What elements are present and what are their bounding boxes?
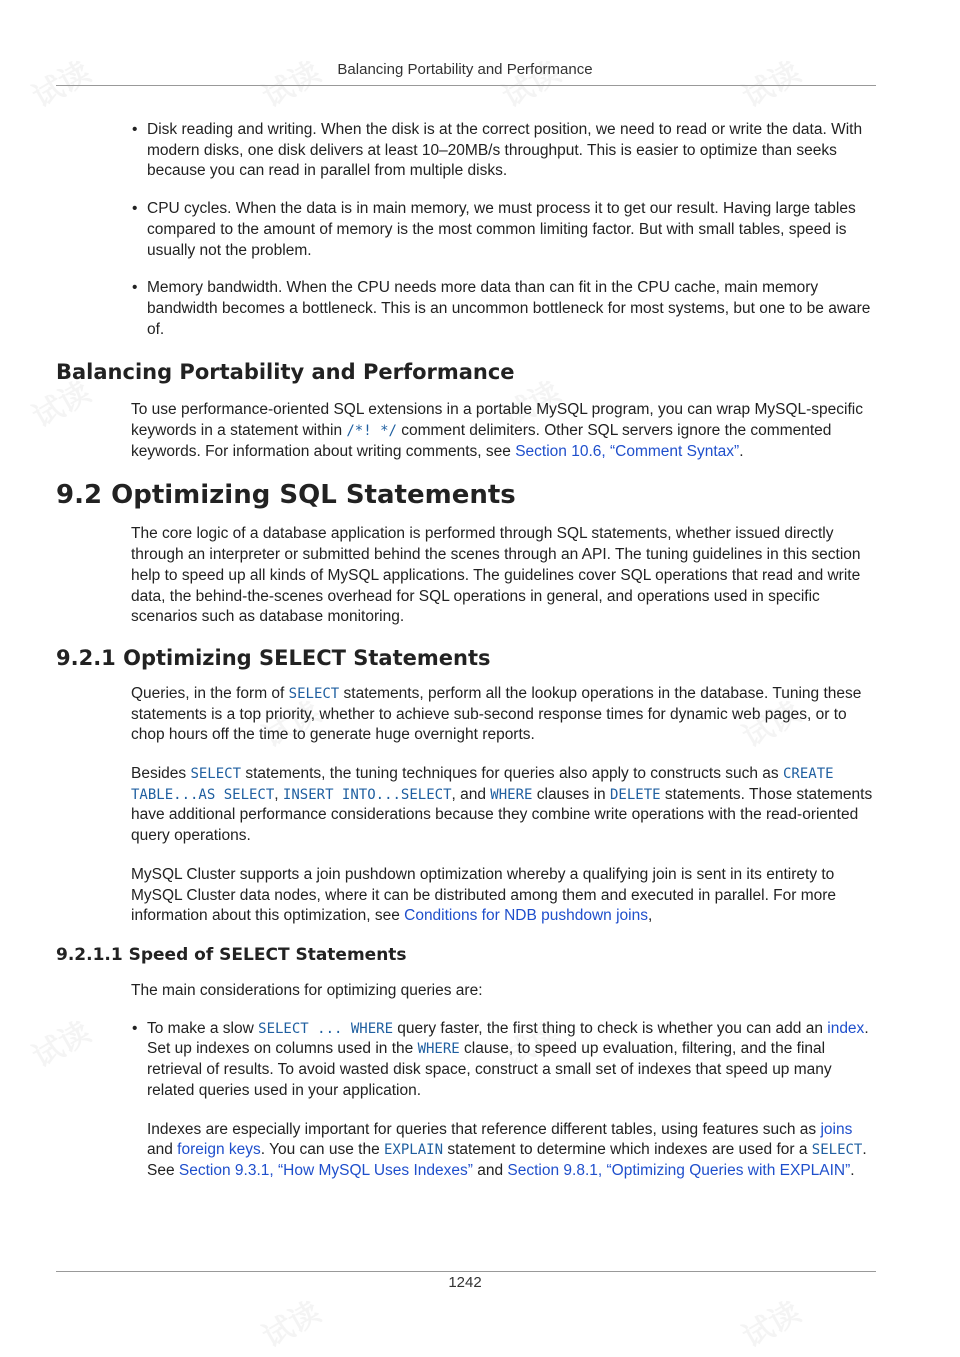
watermark: 试读 (737, 695, 806, 755)
header-divider (56, 85, 876, 86)
section-link[interactable]: Section 9.3.1, “How MySQL Uses Indexes” (178, 1161, 473, 1179)
inline-code: SELECT (190, 766, 242, 783)
paragraph: MySQL Cluster supports a join pushdown optimization whereby a qualifying join is sent in its entirety to MySQL Cluster data nodes, where it can be distributed among them and executed in parallel. For more information about this optimization, see Conditions for NDB pushdown joins, (131, 865, 837, 925)
chapter-heading: 9.2 Optimizing SQL Statements (56, 480, 516, 511)
inline-code: SELECT (288, 685, 340, 702)
section-heading: 9.2.1 Optimizing SELECT Statements (56, 645, 491, 670)
paragraph: Queries, in the form of SELECT statements, perform all the lookup operations in the database. Tuning these statements is a top priority, whether to achieve sub-second response times for dynamic web pages, or to chop hours off the time to generate huge overnight reports. (131, 684, 862, 744)
page-content (56, 120, 876, 1182)
list-item: • Disk reading and writing. When the disk is at the correct position, we need to read or write the data. With modern disks, one disk delivers at least 10–20MB/s throughput. This is easier to optimize than seeks because you can read in parallel from multiple disks. (147, 120, 876, 182)
watermark: 试读 (737, 55, 806, 115)
inline-code: WHERE (417, 1041, 460, 1058)
section-link[interactable]: Section 10.6, “Comment Syntax” (515, 442, 740, 460)
paragraph: The main considerations for optimizing queries are: (131, 981, 483, 999)
inline-code: SELECT ... WHERE (258, 1020, 393, 1037)
watermark: 试读 (257, 1295, 326, 1355)
watermark: 试读 (257, 695, 326, 755)
inline-code: CREATE TABLE...AS SELECT (131, 766, 834, 803)
watermark: 试读 (737, 1295, 806, 1355)
inline-code: DELETE (609, 786, 661, 803)
watermark: 试读 (257, 55, 326, 115)
watermark: 试读 (497, 55, 566, 115)
paragraph: The core logic of a database application is performed through SQL statements, whether issued directly through an interpreter or submitted behind the scenes through an API. The tuning guidelines in this section help to speed up all kinds of MySQL applications. The guidelines cover SQL operations that read and write data, the behind-the-scenes overhead for SQL operations in general, and operations used in specific scenarios such as database monitoring. (131, 525, 861, 626)
list-item: • CPU cycles. When the data is in main memory, we must process it to get our result. Having large tables compared to the amount of memory is the most common limiting factor. But with small tables, speed is usually not the problem. (147, 199, 876, 261)
watermark: 试读 (497, 375, 566, 435)
running-header: Balancing Portability and Performance (337, 61, 593, 78)
inline-code: INSERT INTO...SELECT (282, 786, 452, 803)
glossary-link[interactable]: foreign keys (177, 1141, 261, 1159)
page-number: 1242 (448, 1274, 482, 1291)
watermark: 试读 (27, 55, 96, 115)
inline-code: WHERE (490, 786, 533, 803)
footer-divider (56, 1271, 876, 1272)
watermark: 试读 (497, 1015, 566, 1075)
inline-code: SELECT (811, 1142, 863, 1159)
paragraph: Besides SELECT statements, the tuning techniques for queries also apply to constructs such as CREATE TABLE...AS SELECT, INSERT INTO...SELECT, and WHERE clauses in DELETE statements. Those statements have additional performance considerations because they combine write operations with the read-oriented query operations. (131, 765, 873, 845)
paragraph: To use performance-oriented SQL extensions in a portable MySQL program, you can wrap MySQL-specific keywords in a statement within /*! */ comment delimiters. Other SQL servers ignore the commented keywords. For information about writing comments, see Section 10.6, “Comment Syntax”. (131, 401, 863, 460)
section-link[interactable]: Section 9.8.1, “Optimizing Queries with EXPLAIN” (507, 1161, 851, 1179)
list-item: • Memory bandwidth. When the CPU needs more data than can fit in the CPU cache, main memory bandwidth becomes a bottleneck. This is an uncommon bottleneck for most systems, but one to be aware of. (147, 278, 876, 340)
list-item: • To make a slow SELECT ... WHERE query faster, the first thing to check is whether you can add an index. Set up indexes on columns used in the WHERE clause, to speed up evaluation, filtering, and the final retrieval of results. To avoid wasted disk space, construct a small set of indexes that speed up many related queries used in your application. (147, 1019, 876, 1102)
glossary-link[interactable]: index (827, 1019, 865, 1037)
inline-code: /*! */ (346, 423, 397, 440)
subsection-heading: 9.2.1.1 Speed of SELECT Statements (56, 944, 407, 965)
section-link[interactable]: Conditions for NDB pushdown joins (404, 907, 648, 925)
paragraph: Indexes are especially important for queries that reference different tables, using features such as joins and foreign keys. You can use the EXPLAIN statement to determine which indexes are used for a SELECT. See Section 9.3.1, “How MySQL Uses Indexes” and Section 9.8.1, “Optimizing Queries with EXPLAIN”. (147, 1120, 867, 1179)
watermark: 试读 (27, 1015, 96, 1075)
glossary-link[interactable]: joins (820, 1120, 853, 1138)
inline-code: EXPLAIN (384, 1142, 444, 1159)
watermark: 试读 (27, 375, 96, 435)
section-heading: Balancing Portability and Performance (56, 360, 515, 385)
